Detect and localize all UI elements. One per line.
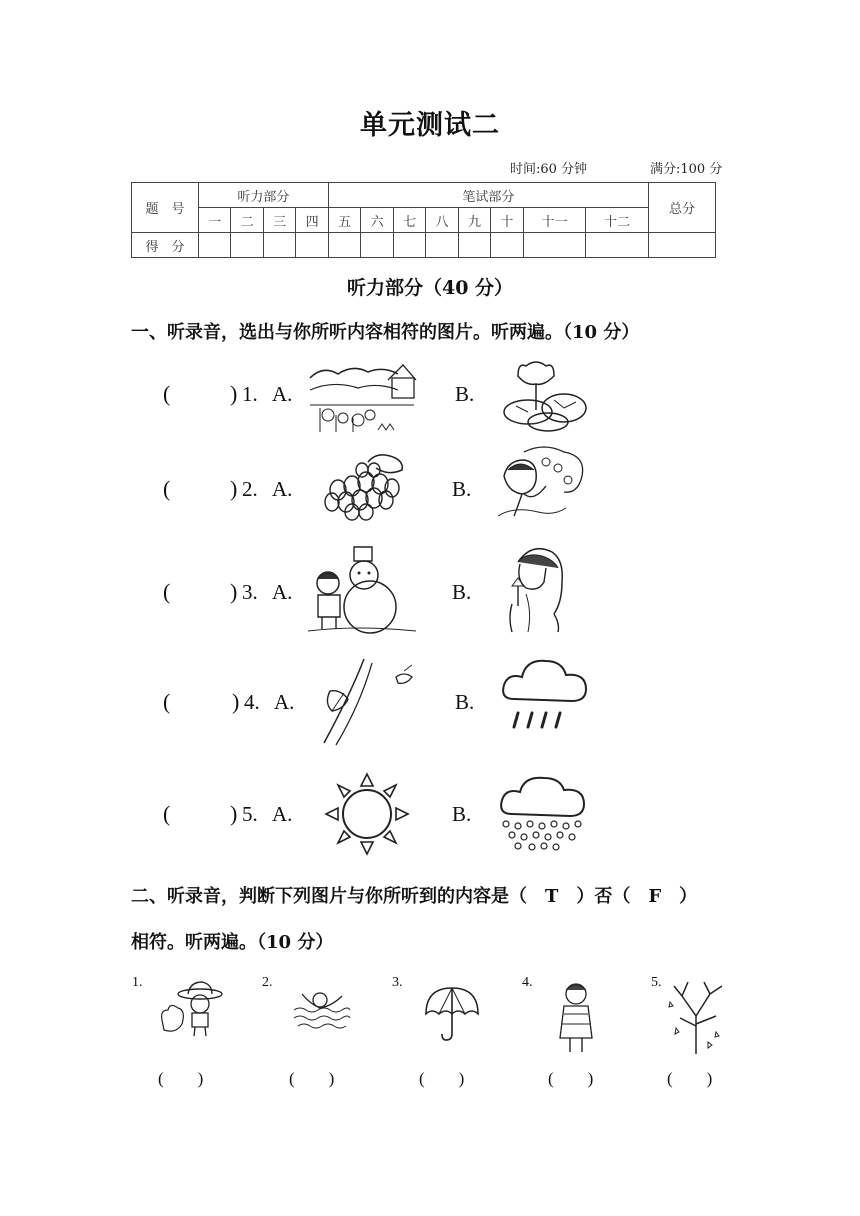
score-cell[interactable] xyxy=(263,233,295,258)
answer-blank[interactable]: ( ) xyxy=(289,1069,335,1088)
girl-picking-apples-icon[interactable] xyxy=(494,446,586,518)
col-header: 七 xyxy=(393,208,425,233)
listening-header: 听力部分 xyxy=(199,183,329,208)
row-label-question: 题 号 xyxy=(132,183,199,233)
girl-eating-ice-cream-icon[interactable] xyxy=(498,542,574,634)
score-cell[interactable] xyxy=(586,233,649,258)
snow-cloud-icon[interactable] xyxy=(498,772,588,852)
score-info: 满分:100 分 xyxy=(650,162,723,177)
col-header: 十 xyxy=(491,208,523,233)
option-b-label: B. xyxy=(455,690,475,714)
option-b-label: B. xyxy=(452,580,472,604)
option-a-label: A. xyxy=(272,802,293,826)
item-number: 5. xyxy=(242,802,258,826)
option-b-label: B. xyxy=(452,802,472,826)
answer-blank[interactable]: ( ) xyxy=(419,1069,465,1088)
sun-icon[interactable] xyxy=(320,770,414,858)
item-number: 4. xyxy=(522,975,533,990)
part1-heading: 一、听录音，选出与你所听内容相符的图片。听两遍。（10 分） xyxy=(131,322,640,343)
answer-paren-close: ) xyxy=(230,381,238,406)
option-a-label: A. xyxy=(272,382,293,406)
row-label-score: 得 分 xyxy=(132,233,199,258)
answer-paren-open: ( xyxy=(163,381,171,406)
score-cell[interactable] xyxy=(328,233,360,258)
col-header: 二 xyxy=(231,208,263,233)
option-a-label: A. xyxy=(272,580,293,604)
item-number: 1. xyxy=(242,382,258,406)
item-number: 1. xyxy=(132,975,143,990)
child-with-snowman-icon[interactable] xyxy=(308,545,418,633)
col-header: 八 xyxy=(426,208,458,233)
item-number: 2. xyxy=(262,975,273,990)
col-header: 十一 xyxy=(523,208,586,233)
answer-paren-close: ) xyxy=(230,476,238,501)
answer-paren-close: ) xyxy=(230,579,238,604)
col-header: 一 xyxy=(199,208,231,233)
item-number: 4. xyxy=(244,690,260,714)
bare-tree-icon[interactable] xyxy=(666,976,728,1056)
windy-leaves-icon[interactable] xyxy=(320,655,416,747)
score-cell[interactable] xyxy=(393,233,425,258)
part2-heading-line2: 相符。听两遍。（10 分） xyxy=(131,932,334,953)
col-header: 四 xyxy=(296,208,328,233)
grapes-icon[interactable] xyxy=(318,450,408,520)
item-number: 5. xyxy=(651,975,662,990)
total-header: 总分 xyxy=(649,183,716,233)
col-header: 十二 xyxy=(586,208,649,233)
rain-cloud-icon[interactable] xyxy=(500,655,588,735)
score-cell[interactable] xyxy=(523,233,586,258)
answer-paren-open: ( xyxy=(163,579,171,604)
option-a-label: A. xyxy=(272,477,293,501)
lotus-icon[interactable] xyxy=(498,360,590,432)
score-cell[interactable] xyxy=(231,233,263,258)
listening-section-title: 听力部分（40 分） xyxy=(346,277,514,299)
score-cell[interactable] xyxy=(491,233,523,258)
writing-header: 笔试部分 xyxy=(328,183,648,208)
answer-paren-open: ( xyxy=(163,801,171,826)
option-b-label: B. xyxy=(455,382,475,406)
answer-paren-open: ( xyxy=(163,476,171,501)
item-number: 3. xyxy=(392,975,403,990)
score-cell[interactable] xyxy=(296,233,328,258)
answer-paren-open: ( xyxy=(163,689,171,714)
girl-in-coat-icon[interactable] xyxy=(556,980,596,1056)
score-cell[interactable] xyxy=(426,233,458,258)
answer-paren-close: ) xyxy=(230,801,238,826)
answer-blank[interactable]: ( ) xyxy=(548,1069,594,1088)
col-header: 六 xyxy=(361,208,393,233)
landscape-icon[interactable] xyxy=(308,360,416,435)
item-number: 2. xyxy=(242,477,258,501)
item-number: 3. xyxy=(242,580,258,604)
score-cell[interactable] xyxy=(199,233,231,258)
time-info: 时间:60 分钟 xyxy=(510,162,588,177)
child-in-hat-icon[interactable] xyxy=(158,980,224,1038)
option-a-label: A. xyxy=(274,690,295,714)
col-header: 三 xyxy=(263,208,295,233)
umbrella-icon[interactable] xyxy=(422,984,482,1042)
col-header: 五 xyxy=(328,208,360,233)
score-table xyxy=(131,182,716,258)
answer-blank[interactable]: ( ) xyxy=(158,1069,204,1088)
score-cell[interactable] xyxy=(458,233,490,258)
page-title: 单元测试二 xyxy=(360,110,500,141)
score-cell[interactable] xyxy=(649,233,716,258)
answer-paren-close: ) xyxy=(232,689,240,714)
score-cell[interactable] xyxy=(361,233,393,258)
col-header: 九 xyxy=(458,208,490,233)
part2-heading-line1: 二、听录音，判断下列图片与你所听到的内容是（ T ）否（ F ） xyxy=(131,886,698,907)
answer-blank[interactable]: ( ) xyxy=(667,1069,713,1088)
option-b-label: B. xyxy=(452,477,472,501)
swimmer-icon[interactable] xyxy=(292,984,352,1032)
